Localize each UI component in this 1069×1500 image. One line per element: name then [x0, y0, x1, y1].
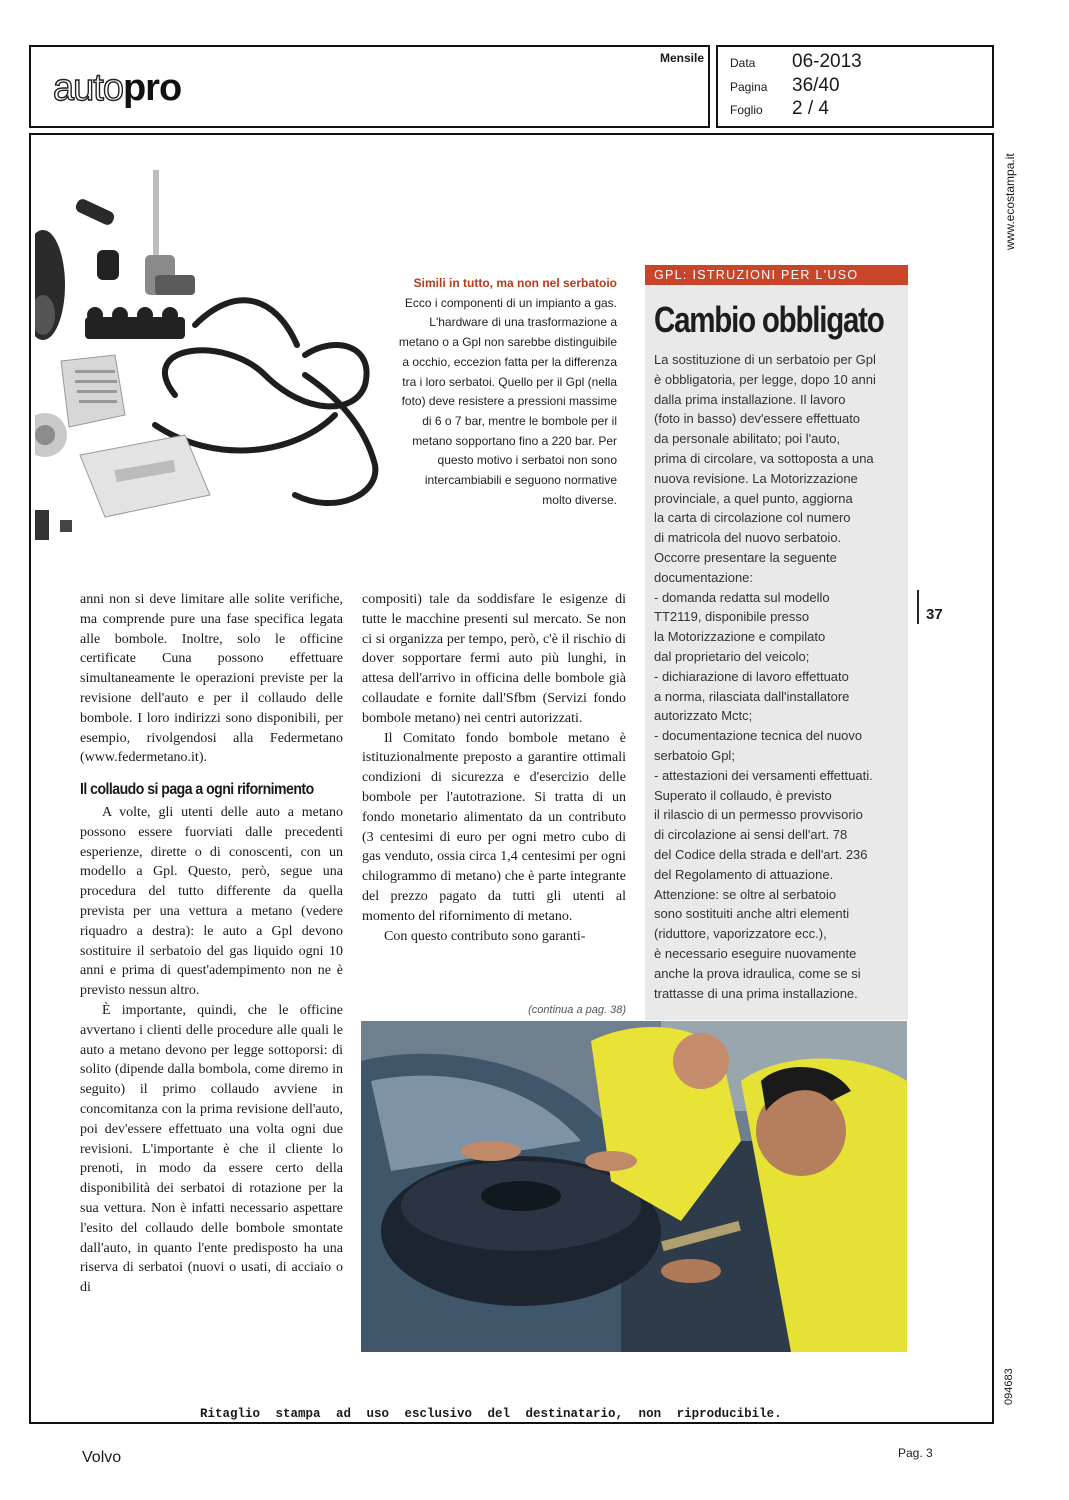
- sidebar-line: il rilascio di un permesso provvisorio: [654, 807, 863, 823]
- paragraph: Con questo contributo sono garanti-: [384, 928, 586, 944]
- paragraph: È importante, quindi, che le officine avvertano i clienti delle procedure alle quali le auto a metano devono per legge sottoporsi: di solito (dipende dalla bombola, come diremo in seguito) il primo collaudo avviene in concomitanza con la prima revisione dell'auto, poi dev'essere effettuato una volta ogni due revisioni. L'importante è che il cliente lo prenoti, in modo da essere certo della disponibilità dei serbatoi di rotazione per la sua vettura. Non è infatti necessario aspettare l'esito del collaudo delle bombole smontate dall'auto, in quanto l'ente predisposto ha una riserva di serbatoi (nuovi o usati, di acciaio o di: [80, 1002, 343, 1296]
- sidebar-line: Attenzione: se oltre al serbatoio: [654, 886, 837, 902]
- sidebar-line: trattasse di una prima installazione.: [654, 985, 858, 1001]
- code-vertical: 094683: [1003, 1368, 1015, 1405]
- sidebar-box: [645, 265, 908, 1020]
- date-row: [730, 51, 862, 73]
- sidebar-line: la carta di circolazione col numero: [654, 510, 851, 526]
- sheet-value: 2 / 4: [792, 98, 829, 119]
- sidebar-line: di circolazione ai sensi dell'art. 78: [654, 827, 848, 843]
- sheet-row: [730, 98, 829, 120]
- sidebar-line: dal proprietario del veicolo;: [654, 648, 810, 664]
- autopro-logo: autopro: [53, 67, 182, 109]
- sidebar-line: da personale abilitato; poi l'auto,: [654, 431, 841, 447]
- page-number: 37: [926, 606, 943, 623]
- sidebar-line: prima di circolare, va sottoposta a una: [654, 450, 874, 466]
- sidebar-kicker: GPL: ISTRUZIONI PER L'USO: [645, 265, 908, 285]
- sidebar-line: (riduttore, vaporizzatore ecc.),: [654, 926, 827, 942]
- website-vertical: www.ecostampa.it: [1003, 153, 1017, 250]
- sidebar-line: - attestazioni dei versamenti effettuati.: [654, 767, 873, 783]
- masthead-box: [29, 45, 710, 128]
- article-column-1: [80, 590, 343, 1298]
- sidebar-line: dalla prima installazione. Il lavoro: [654, 391, 846, 407]
- caption-text: Ecco i componenti di un impianto a gas. L'hardware di una trasformazione a metano o a Gpl non sarebbe distinguibile a occhio, eccezion fatta per la differenza tra i loro serbatoi. Quello per il Gpl (nella foto) deve resistere a pressioni massime di 6 o 7 bar, mentre le bombole per il metano sopportano fino a 220 bar. Per questo motivo i serbatoi non sono intercambiabili e seguono normative molto diverse.: [398, 295, 617, 507]
- sidebar-line: provinciale, a quel punto, aggiorna: [654, 490, 853, 506]
- sidebar-line: serbatoio Gpl;: [654, 747, 735, 763]
- sidebar-line: La sostituzione di un serbatoio per Gpl: [654, 352, 876, 367]
- sidebar-line: - documentazione tecnica del nuovo: [654, 728, 863, 744]
- sidebar-body: [654, 350, 904, 1003]
- sidebar-line: è necessario eseguire nuovamente: [654, 945, 857, 961]
- paragraph: compositi) tale da soddisfare le esigenze di tutte le macchine presenti sul mercato. Se non ci si organizza per tempo, però, c'è il rischio di dover sopportare fermi auto più lunghi, in attesa dell'arrivo in officina delle bombole già collaudate e fornite dall'Sfbm (Servizi fondo bombole metano) nei centri autorizzati.: [362, 592, 626, 726]
- paragraph: Il Comitato fondo bombole metano è istituzionalmente preposto a garantire ottimali condizioni di sicurezza e d'esercizio delle bombole per l'autotrazione. Si tratta di un fondo monetario alimentato da un contributo (3 centesimi di euro per ogni metro cubo di gas venduto, ossia circa 1,4 centesimi per ogni chilogrammo di metano) che è parte integrante del prezzo pagato da tutti gli utenti al momento del rifornimento di metano.: [362, 730, 626, 924]
- page-row: [730, 75, 840, 97]
- page-footer-number: Pag. 3: [898, 1446, 933, 1460]
- paragraph: A volte, gli utenti delle auto a metano possono essere fuorviati dalle precedenti esperienze, dirette o di conoscenti, con un modello a Gpl. Questo, però, segue una procedura del tutto differente da quella prevista per una vettura a metano (vedere riquadro a destra): le auto a Gpl devono sostituire il serbatoio del gas liquido ogni 10 anni e prima di quest'adempimento non ne è previsto nessun altro.: [80, 804, 343, 999]
- subheading: Il collaudo si paga a ogni rifornimento: [80, 781, 314, 799]
- date-label: Data: [730, 56, 756, 70]
- clipping-notice: Ritaglio stampa ad uso esclusivo del destinatario, non riproducibile.: [200, 1407, 782, 1421]
- sidebar-line: documentazione:: [654, 569, 754, 585]
- sidebar-line: del Regolamento di attuazione.: [654, 866, 834, 882]
- sidebar-line: la Motorizzazione e compilato: [654, 629, 826, 645]
- tank-replacement-photo: [361, 1021, 907, 1352]
- paragraph: anni non si deve limitare alle solite verifiche, ma comprende pure una fase specifica legata alle bombole. Inoltre, solo le officine certificate Cuna possono effettuare simultaneamente le operazioni previste per la revisione dell'auto e per il collaudo delle bombole. I loro indirizzi sono disponibili, per esempio, rivolgendosi alla Federmetano (www.federmetano.it).: [80, 592, 343, 766]
- page-value: 36/40: [792, 75, 840, 96]
- sidebar-line: (foto in basso) dev'essere effettuato: [654, 411, 861, 427]
- sidebar-line: è obbligatoria, per legge, dopo 10 anni: [654, 371, 876, 387]
- sidebar-line: - dichiarazione di lavoro effettuato: [654, 668, 849, 684]
- periodicity-label: Mensile: [659, 51, 704, 65]
- sidebar-line: autorizzato Mctc;: [654, 708, 753, 724]
- client-name: Volvo: [82, 1449, 122, 1466]
- caption-title: Simili in tutto, ma non nel serbatoio: [413, 276, 617, 290]
- sidebar-line: del Codice della strada e dell'art. 236: [654, 846, 868, 862]
- sidebar-line: di matricola del nuovo serbatoio.: [654, 530, 842, 546]
- page-label: Pagina: [730, 80, 768, 94]
- sidebar-line: a norma, rilasciata dall'installatore: [654, 688, 850, 704]
- sidebar-line: Occorre presentare la seguente: [654, 549, 837, 565]
- photo-caption: [395, 274, 617, 510]
- continued-note: (continua a pag. 38): [528, 1004, 626, 1016]
- date-value: 06-2013: [792, 51, 862, 72]
- sidebar-title: Cambio obbligato: [654, 299, 884, 340]
- article-column-2: [362, 590, 626, 946]
- page-number-rule: [917, 590, 919, 624]
- sidebar-line: anche la prova idraulica, come se si: [654, 965, 861, 981]
- issue-info-box: [716, 45, 994, 128]
- sidebar-line: - domanda redatta sul modello: [654, 589, 830, 605]
- sidebar-line: Superato il collaudo, è previsto: [654, 787, 832, 803]
- sheet-label: Foglio: [730, 103, 763, 117]
- sidebar-line: nuova revisione. La Motorizzazione: [654, 470, 858, 486]
- sidebar-line: TT2119, disponibile presso: [654, 609, 810, 625]
- sidebar-line: sono sostituiti anche altri elementi: [654, 906, 850, 922]
